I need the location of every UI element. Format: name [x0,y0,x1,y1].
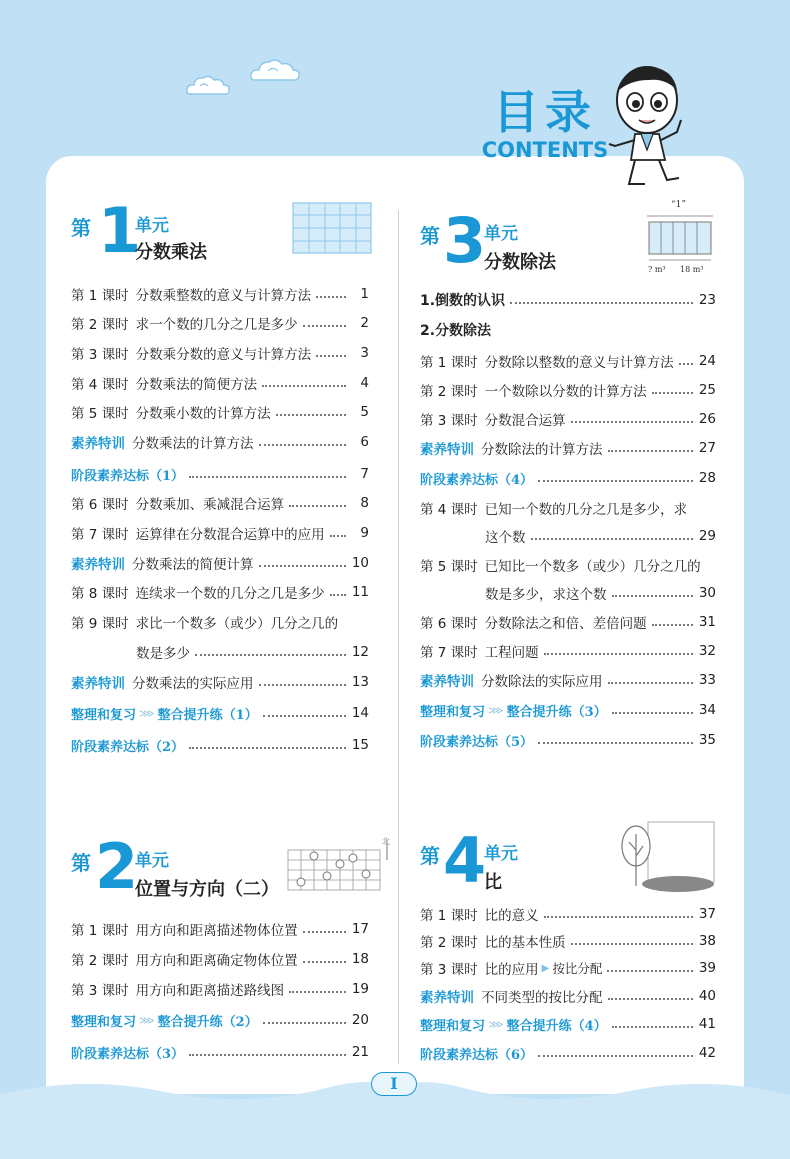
toc-entry[interactable] [71,948,369,970]
toc-entry[interactable] [420,640,716,662]
title-block [470,84,620,162]
toc-entry[interactable] [420,729,716,751]
toc-entry[interactable] [420,467,716,489]
leader-dots [330,535,346,537]
entry-label: 整理和复习 [420,704,486,720]
unit-label: 单元 [135,851,169,871]
entry-label: 整理和复习 [71,707,137,723]
leader-dots [289,991,346,993]
leader-dots [544,916,693,918]
entry-title: 分数乘法的简便计算 [132,557,254,573]
leader-dots [303,931,346,933]
entry-title: 工程问题 [484,645,539,661]
leader-dots [538,480,693,482]
page-ref: 37 [698,906,716,922]
page-ref: 26 [698,411,716,427]
entry-label: 阶段素养达标（2） [71,739,185,755]
toc-entry[interactable] [71,552,369,574]
leader-dots [612,595,694,597]
entry-label: 第 3 课时 [420,962,478,978]
leader-dots [189,1054,346,1056]
toc-entry[interactable] [420,497,716,519]
entry-label: 第 1 课时 [420,908,478,924]
toc-entry[interactable] [71,734,369,756]
entry-label: 素养特训 [420,990,474,1006]
entry-title: 用方向和距离描述路线图 [135,983,285,999]
page-ref: 17 [351,921,369,937]
toc-entry[interactable] [420,554,716,576]
page-ref: 28 [698,470,716,486]
toc-entry[interactable] [71,431,369,453]
leader-dots [608,450,694,452]
entry-title: 数是多少 [136,646,190,662]
entry-label: 阶段素养达标（3） [71,1046,185,1062]
page-ref: 5 [360,404,369,420]
leader-dots [538,1055,693,1057]
toc-entry[interactable] [71,581,369,603]
diagram-left-label: ? m³ [648,265,666,274]
page-ref: 8 [360,495,369,511]
page-ref: 30 [698,585,716,601]
entry-label: 素养特训 [420,674,474,690]
page-ref: 7 [360,466,369,482]
page-ref: 34 [698,702,716,718]
entry-title: 分数乘整数的意义与计算方法 [135,288,312,304]
diagram-top-label: “1” [671,200,686,210]
bottom-wave [0,1055,790,1159]
leader-dots [544,653,693,655]
leader-dots [607,970,693,972]
map-grid-icon [282,838,392,894]
entry-label: 第 1 课时 [71,923,129,939]
entry-label: 第 9 课时 [71,616,129,632]
toc-entry[interactable] [71,671,369,693]
page-ref: 24 [698,353,716,369]
unit-di: 第 [71,216,91,240]
leader-dots [679,363,693,365]
entry-title: 分数乘分数的意义与计算方法 [135,347,312,363]
toc-entry[interactable] [420,1042,716,1064]
page-ref: 29 [698,528,716,544]
toc-entry[interactable] [420,699,716,721]
unit-label: 单元 [484,844,518,864]
leader-dots [538,742,693,744]
page-ref: 19 [351,981,369,997]
entry-label: 第 1 课时 [420,355,478,371]
toc-entry[interactable] [71,283,369,305]
page-ref: 20 [351,1012,369,1028]
entry-title: 比的应用 [484,962,539,978]
entry-label: 整理和复习 [420,1018,486,1034]
play-arrow-icon: ▶ [541,962,550,974]
double-chevron-icon: ⋙ [488,1017,504,1031]
toc-entry[interactable] [71,918,369,940]
toc-entry[interactable] [71,492,369,514]
leader-dots [571,421,693,423]
leader-dots [652,624,693,626]
entry-label: 阶段素养达标（1） [71,468,185,484]
entry-title: 一个数除以分数的计算方法 [484,384,647,400]
page-ref: 10 [351,555,369,571]
leader-dots [289,505,346,507]
entry-title: 整合提升练（4） [506,1018,607,1034]
unit-name: 位置与方向（二） [135,879,279,900]
entry-label: 第 7 课时 [71,527,129,543]
entry-title: 分数混合运算 [484,413,566,429]
unit-number: 3 [443,204,487,277]
toc-entry[interactable] [71,463,369,485]
entry-label: 第 4 课时 [71,377,129,393]
unit-name: 分数乘法 [135,242,207,263]
grid-icon [292,202,372,254]
page-ref: 35 [698,732,716,748]
toc-entry[interactable] [420,903,716,925]
page-ref: 11 [351,584,369,600]
leader-dots [303,325,346,327]
entry-label: 第 7 课时 [420,645,478,661]
leader-dots [263,715,346,717]
page-ref: 15 [351,737,369,753]
toc-entry[interactable] [420,379,716,401]
leader-dots [531,538,694,540]
toc-entry[interactable] [420,582,716,604]
section-title: 2.分数除法 [420,323,492,339]
toc-entry[interactable] [420,930,716,952]
leader-dots [652,392,693,394]
leader-dots [608,682,694,684]
page-ref: 21 [351,1044,369,1060]
leader-dots [276,414,346,416]
toc-entry[interactable] [420,437,716,459]
page-ref: 33 [698,672,716,688]
page-ref: 31 [698,614,716,630]
toc-entry[interactable] [71,312,369,334]
page-number: I [371,1072,417,1096]
leader-dots [303,961,346,963]
toc-entry[interactable] [420,408,716,430]
tree-shadow-icon [618,820,716,894]
unit-number: 4 [443,824,487,897]
unit-number: 2 [95,830,139,903]
leader-dots [510,302,693,304]
unit-label: 单元 [135,216,169,236]
toc-entry[interactable] [71,641,369,663]
page-ref: 3 [360,345,369,361]
entry-title: 比的基本性质 [484,935,566,951]
page-ref: 2 [360,315,369,331]
leader-dots [189,476,346,478]
toc-entry[interactable] [420,525,716,547]
entry-title: 运算律在分数混合运算中的应用 [135,527,325,543]
toc-entry[interactable] [71,401,369,423]
entry-title: 求一个数的几分之几是多少 [135,317,298,333]
toc-entry[interactable] [71,611,369,633]
compass-north-label: 北 [382,837,390,846]
toc-entry[interactable] [420,1013,716,1035]
entry-label: 第 3 课时 [420,413,478,429]
entry-title: 分数乘小数的计算方法 [135,406,271,422]
toc-entry[interactable] [71,702,369,724]
page-ref: 27 [698,440,716,456]
leader-dots [195,654,346,656]
entry-title: 求比一个数多（或少）几分之几的 [135,616,339,632]
entry-label: 第 2 课时 [71,317,129,333]
toc-entry[interactable] [420,957,716,979]
entry-label: 第 8 课时 [71,586,129,602]
entry-title: 整合提升练（2） [157,1014,258,1030]
toc-entry[interactable] [420,985,716,1007]
column-divider [398,210,399,1064]
double-chevron-icon: ⋙ [488,703,504,717]
toc-entry[interactable] [420,350,716,372]
entry-title: 整合提升练（3） [506,704,607,720]
entry-title: 分数除法的计算方法 [481,442,603,458]
leader-dots [330,594,346,596]
entry-label: 第 2 课时 [420,384,478,400]
unit-name: 分数除法 [484,252,556,273]
page-ref: 18 [351,951,369,967]
entry-title: 分数乘法的实际应用 [132,676,254,692]
page-ref: 25 [698,382,716,398]
entry-label: 第 2 课时 [71,953,129,969]
entry-label: 第 6 课时 [71,497,129,513]
entry-label: 阶段素养达标（4） [420,472,534,488]
page-title: 目录 [493,85,597,139]
page-subtitle: CONTENTS [481,138,609,162]
cloud-icon [184,72,232,100]
unit-name: 比 [484,872,502,893]
entry-title: 分数除法的实际应用 [481,674,603,690]
entry-title: 分数乘加、乘减混合运算 [135,497,285,513]
entry-subtitle: 按比分配 [552,961,603,976]
toc-entry[interactable] [420,669,716,691]
entry-label: 第 2 课时 [420,935,478,951]
section-heading[interactable] [420,289,716,311]
page-ref: 23 [698,292,716,308]
entry-label: 阶段素养达标（6） [420,1047,534,1063]
entry-label: 素养特训 [420,442,474,458]
entry-title: 分数除以整数的意义与计算方法 [484,355,674,371]
toc-entry[interactable] [71,522,369,544]
cloud-icon [248,56,304,86]
entry-label: 第 3 课时 [71,347,129,363]
entry-label: 素养特训 [71,676,125,692]
leader-dots [612,712,693,714]
entry-label: 第 5 课时 [420,559,478,575]
page-ref: 39 [698,960,716,976]
leader-dots [259,565,347,567]
toc-entry[interactable] [71,1009,369,1031]
leader-dots [316,296,346,298]
entry-label: 第 5 课时 [71,406,129,422]
entry-title: 分数乘法的简便方法 [135,377,258,393]
entry-label: 整理和复习 [71,1014,137,1030]
leader-dots [259,684,347,686]
leader-dots [263,1022,346,1024]
page-ref: 41 [698,1016,716,1032]
diagram-right-label: 18 m³ [680,265,704,274]
entry-title: 连续求一个数的几分之几是多少 [135,586,325,602]
entry-title: 用方向和距离确定物体位置 [135,953,298,969]
entry-title: 比的意义 [484,908,539,924]
unit-di: 第 [71,851,91,875]
toc-entry[interactable] [71,978,369,1000]
toc-entry[interactable] [71,1041,369,1063]
leader-dots [608,998,694,1000]
entry-label: 阶段素养达标（5） [420,734,534,750]
page-ref: 38 [698,933,716,949]
toc-entry[interactable] [71,342,369,364]
entry-title: 已知比一个数多（或少）几分之几的 [484,559,701,575]
page-ref: 42 [698,1045,716,1061]
volume-bar-icon [645,208,715,268]
entry-title: 整合提升练（1） [157,707,258,723]
leader-dots [316,355,346,357]
page-ref: 6 [360,434,369,450]
page-ref: 40 [698,988,716,1004]
double-chevron-icon: ⋙ [139,1013,155,1027]
entry-label: 素养特训 [71,436,125,452]
toc-entry[interactable] [420,611,716,633]
entry-title: 这个数 [485,530,526,546]
page-ref: 13 [351,674,369,690]
leader-dots [612,1026,693,1028]
entry-title: 已知一个数的几分之几是多少，求 [484,502,688,518]
entry-label: 素养特训 [71,557,125,573]
page-ref: 9 [360,525,369,541]
page-ref: 12 [351,644,369,660]
page-ref: 1 [360,286,369,302]
leader-dots [571,943,693,945]
mascot-boy-icon [605,60,695,190]
entry-label: 第 4 课时 [420,502,478,518]
unit-number: 1 [98,194,142,267]
double-chevron-icon: ⋙ [139,706,155,720]
entry-label: 第 3 课时 [71,983,129,999]
unit-label: 单元 [484,224,518,244]
leader-dots [189,747,346,749]
entry-title: 分数乘法的计算方法 [132,436,254,452]
section-heading [420,319,491,341]
entry-title: 用方向和距离描述物体位置 [135,923,298,939]
entry-title: 数是多少，求这个数 [485,587,607,603]
entry-label: 第 1 课时 [71,288,129,304]
leader-dots [262,385,346,387]
entry-title: 分数除法之和倍、差倍问题 [484,616,647,632]
section-title: 1.倒数的认识 [420,293,506,309]
page-ref: 32 [698,643,716,659]
unit-di: 第 [420,844,440,868]
page-ref: 4 [360,375,369,391]
leader-dots [259,444,347,446]
toc-entry[interactable] [71,372,369,394]
entry-title: 不同类型的按比分配 [481,990,603,1006]
page-ref: 14 [351,705,369,721]
unit-di: 第 [420,224,440,248]
entry-label: 第 6 课时 [420,616,478,632]
